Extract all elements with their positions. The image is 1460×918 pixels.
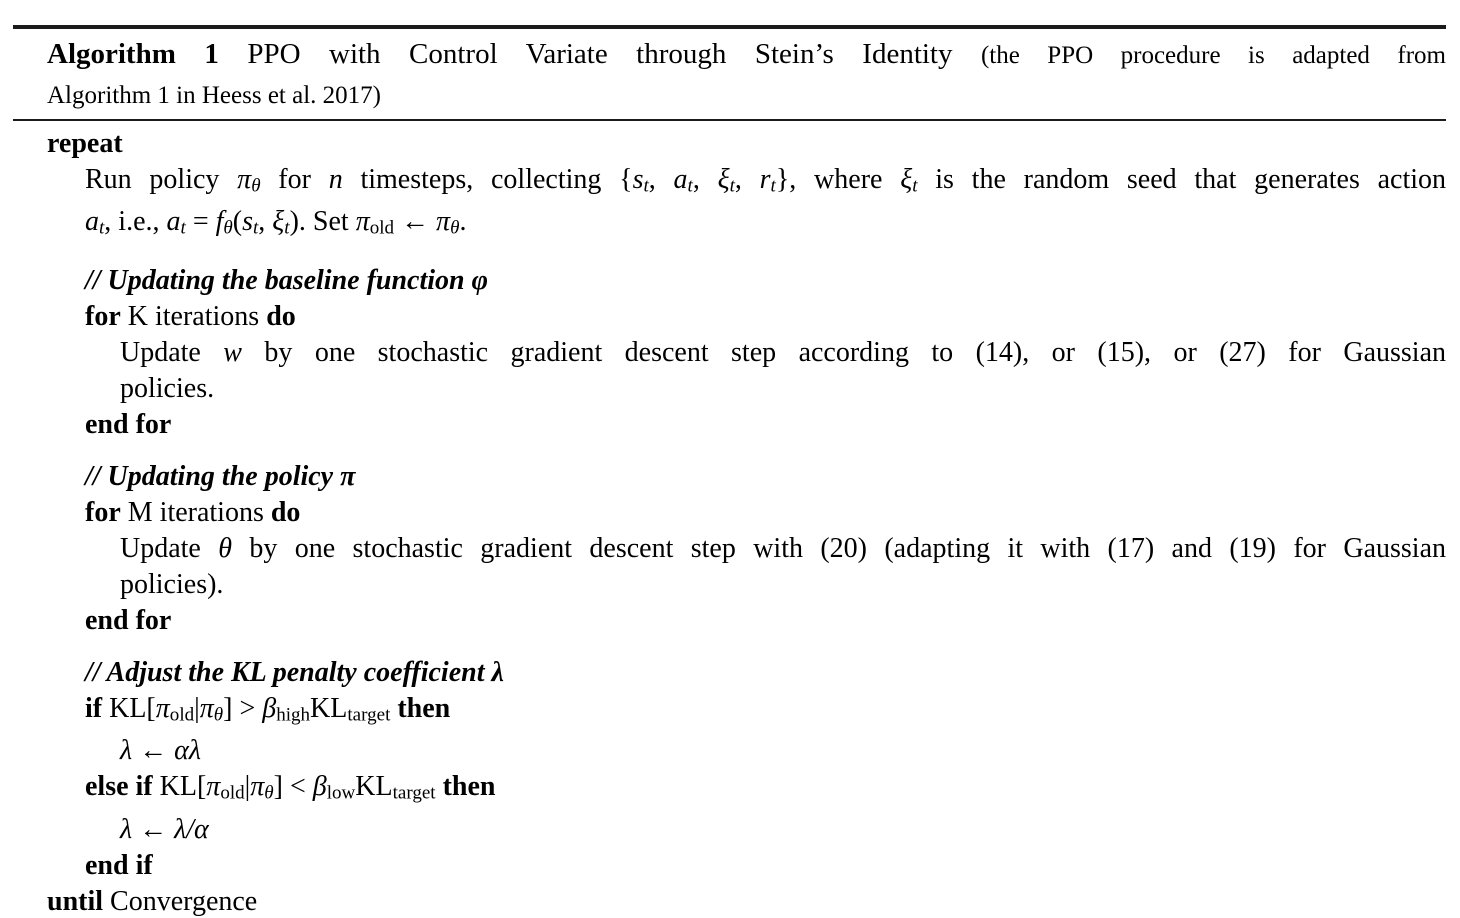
text-segment: policies. bbox=[120, 372, 215, 404]
algorithm-line bbox=[85, 769, 1446, 811]
text-segment: t bbox=[912, 175, 918, 197]
text-segment: ξ bbox=[717, 164, 730, 195]
text-segment: π bbox=[237, 164, 252, 195]
text-segment: policies). bbox=[120, 568, 224, 600]
text-segment: , bbox=[692, 164, 718, 195]
text-segment: else if bbox=[85, 771, 153, 803]
text-segment: r bbox=[759, 164, 771, 195]
text-segment: θ bbox=[223, 217, 233, 239]
caption-line bbox=[47, 35, 1446, 75]
algorithm-line bbox=[120, 567, 1446, 603]
text-segment: then bbox=[442, 771, 496, 803]
text-segment: old bbox=[369, 217, 395, 239]
text-segment: // Adjust the KL penalty coefficient bbox=[85, 656, 492, 688]
text-segment: ξ bbox=[272, 206, 285, 238]
text-segment: old bbox=[169, 704, 195, 726]
algorithm-line bbox=[85, 299, 1446, 335]
text-segment: t bbox=[770, 175, 776, 197]
text-segment: θ bbox=[213, 704, 224, 726]
text-segment: KL bbox=[310, 692, 348, 724]
text-segment: timesteps, collecting bbox=[342, 164, 620, 195]
text-segment: = bbox=[185, 206, 216, 238]
text-segment: ← bbox=[132, 735, 175, 767]
algorithm-line bbox=[85, 691, 1446, 733]
algorithm-line bbox=[85, 495, 1446, 531]
algorithm-line bbox=[85, 459, 1446, 495]
text-segment: ( bbox=[232, 206, 243, 238]
text-segment: . bbox=[459, 206, 467, 238]
line-spacer bbox=[13, 443, 1446, 459]
text-segment: KL[ bbox=[102, 692, 156, 724]
text-segment: end for bbox=[85, 408, 172, 440]
algorithm-line bbox=[85, 263, 1446, 299]
text-segment: π bbox=[250, 771, 265, 803]
text-segment: t bbox=[643, 175, 649, 197]
text-segment: then bbox=[397, 692, 451, 724]
text-segment: ] < bbox=[273, 771, 313, 803]
text-segment: , i.e., bbox=[104, 206, 167, 238]
algorithm-line bbox=[85, 204, 1446, 246]
text-segment: PPO with Control Variate through Stein’s Identity bbox=[247, 38, 981, 70]
algorithm-line bbox=[120, 733, 1446, 769]
text-segment: λ/α bbox=[174, 813, 209, 845]
text-segment bbox=[436, 771, 443, 802]
text-segment: Update bbox=[120, 336, 224, 368]
text-segment: θ bbox=[218, 532, 232, 564]
algorithm-line bbox=[85, 603, 1446, 639]
text-segment: a bbox=[673, 164, 688, 195]
text-segment: low bbox=[326, 782, 356, 804]
text-segment: n bbox=[328, 164, 343, 195]
text-segment: w bbox=[223, 336, 242, 368]
text-segment: , bbox=[734, 164, 760, 195]
text-segment: a bbox=[85, 206, 99, 238]
algorithm-line bbox=[120, 531, 1446, 567]
algorithm-body bbox=[13, 121, 1446, 918]
text-segment: // Updating the policy bbox=[85, 460, 341, 492]
text-segment: αλ bbox=[174, 735, 201, 767]
text-segment: for bbox=[85, 496, 121, 528]
text-segment: | bbox=[244, 771, 251, 803]
text-segment: { bbox=[619, 164, 633, 195]
text-segment: ← bbox=[394, 206, 437, 238]
text-segment: if bbox=[85, 692, 103, 724]
algorithm-line bbox=[85, 407, 1446, 443]
text-segment: for bbox=[85, 300, 121, 332]
line-spacer bbox=[13, 639, 1446, 655]
text-segment: β bbox=[312, 771, 327, 803]
text-segment: θ bbox=[264, 782, 274, 804]
algorithm-line bbox=[47, 884, 1446, 918]
algorithm-line bbox=[120, 812, 1446, 848]
text-segment: t bbox=[729, 175, 735, 197]
text-segment: β bbox=[262, 692, 277, 724]
text-segment: π bbox=[436, 206, 451, 238]
text-segment: target bbox=[392, 782, 436, 804]
text-segment: do bbox=[270, 496, 301, 528]
text-segment: Update bbox=[120, 532, 219, 564]
text-segment: s bbox=[632, 164, 644, 195]
text-segment: f bbox=[215, 206, 224, 238]
text-segment: do bbox=[266, 300, 296, 332]
text-segment: KL[ bbox=[152, 771, 207, 803]
text-segment: until bbox=[47, 885, 104, 917]
text-segment: φ bbox=[471, 264, 488, 296]
text-segment: K iterations bbox=[120, 300, 267, 332]
algorithm-line bbox=[47, 126, 1446, 162]
algorithm-figure bbox=[13, 0, 1446, 918]
text-segment: t bbox=[687, 175, 693, 197]
text-segment: // Updating the baseline function bbox=[85, 264, 472, 296]
text-segment: λ bbox=[491, 656, 504, 688]
text-segment: target bbox=[347, 704, 391, 726]
text-segment: t bbox=[180, 217, 186, 239]
text-segment: end if bbox=[85, 849, 153, 881]
algorithm-line bbox=[85, 848, 1446, 884]
text-segment: π bbox=[155, 692, 170, 724]
text-segment: M iterations bbox=[120, 496, 271, 528]
algorithm-line bbox=[120, 371, 1446, 407]
text-segment: π bbox=[340, 460, 356, 492]
text-segment: Algorithm 1 in Heess et al. 2017) bbox=[47, 82, 381, 109]
text-segment: (the PPO procedure is adapted from bbox=[980, 42, 1446, 69]
text-segment: , where bbox=[789, 164, 901, 195]
text-segment: for bbox=[260, 164, 329, 195]
text-segment: , bbox=[648, 164, 674, 195]
text-segment: π bbox=[199, 692, 214, 724]
text-segment: t bbox=[99, 217, 105, 239]
text-segment: by one stochastic gradient descent step according to (14), or (15), or (27) for Gaussian bbox=[241, 336, 1446, 368]
text-segment: λ bbox=[120, 735, 133, 767]
text-segment: ). Set bbox=[289, 206, 356, 238]
algorithm-line bbox=[85, 655, 1446, 691]
text-segment: t bbox=[284, 217, 290, 239]
text-segment: } bbox=[775, 164, 790, 195]
text-segment: λ bbox=[120, 813, 133, 845]
text-segment: Run policy bbox=[85, 164, 238, 195]
text-segment: KL bbox=[355, 771, 393, 803]
text-segment: is the random seed that generates action bbox=[917, 164, 1447, 195]
text-segment: θ bbox=[450, 217, 460, 239]
text-segment: a bbox=[166, 206, 181, 238]
text-segment: repeat bbox=[47, 128, 123, 159]
text-segment: end for bbox=[85, 604, 172, 636]
text-segment: s bbox=[242, 206, 253, 238]
text-segment: old bbox=[220, 782, 245, 804]
text-segment: Algorithm 1 bbox=[47, 38, 248, 70]
text-segment: , bbox=[258, 206, 273, 238]
text-segment: θ bbox=[251, 175, 261, 197]
text-segment: Convergence bbox=[103, 885, 258, 917]
algorithm-line bbox=[85, 162, 1446, 204]
algorithm-line bbox=[120, 335, 1446, 371]
text-segment: by one stochastic gradient descent step with (20) (adapting it with (17) and (19) for Gaussian bbox=[232, 532, 1447, 564]
text-segment: ξ bbox=[900, 164, 913, 195]
line-spacer bbox=[13, 247, 1446, 263]
caption-line bbox=[47, 75, 1446, 115]
text-segment: π bbox=[355, 206, 370, 238]
text-segment: high bbox=[276, 704, 311, 726]
text-segment: t bbox=[252, 217, 259, 239]
algorithm-caption bbox=[13, 29, 1446, 119]
text-segment: | bbox=[194, 692, 200, 724]
text-segment: π bbox=[206, 771, 221, 803]
text-segment: ] > bbox=[223, 692, 263, 724]
text-segment: ← bbox=[132, 813, 175, 845]
